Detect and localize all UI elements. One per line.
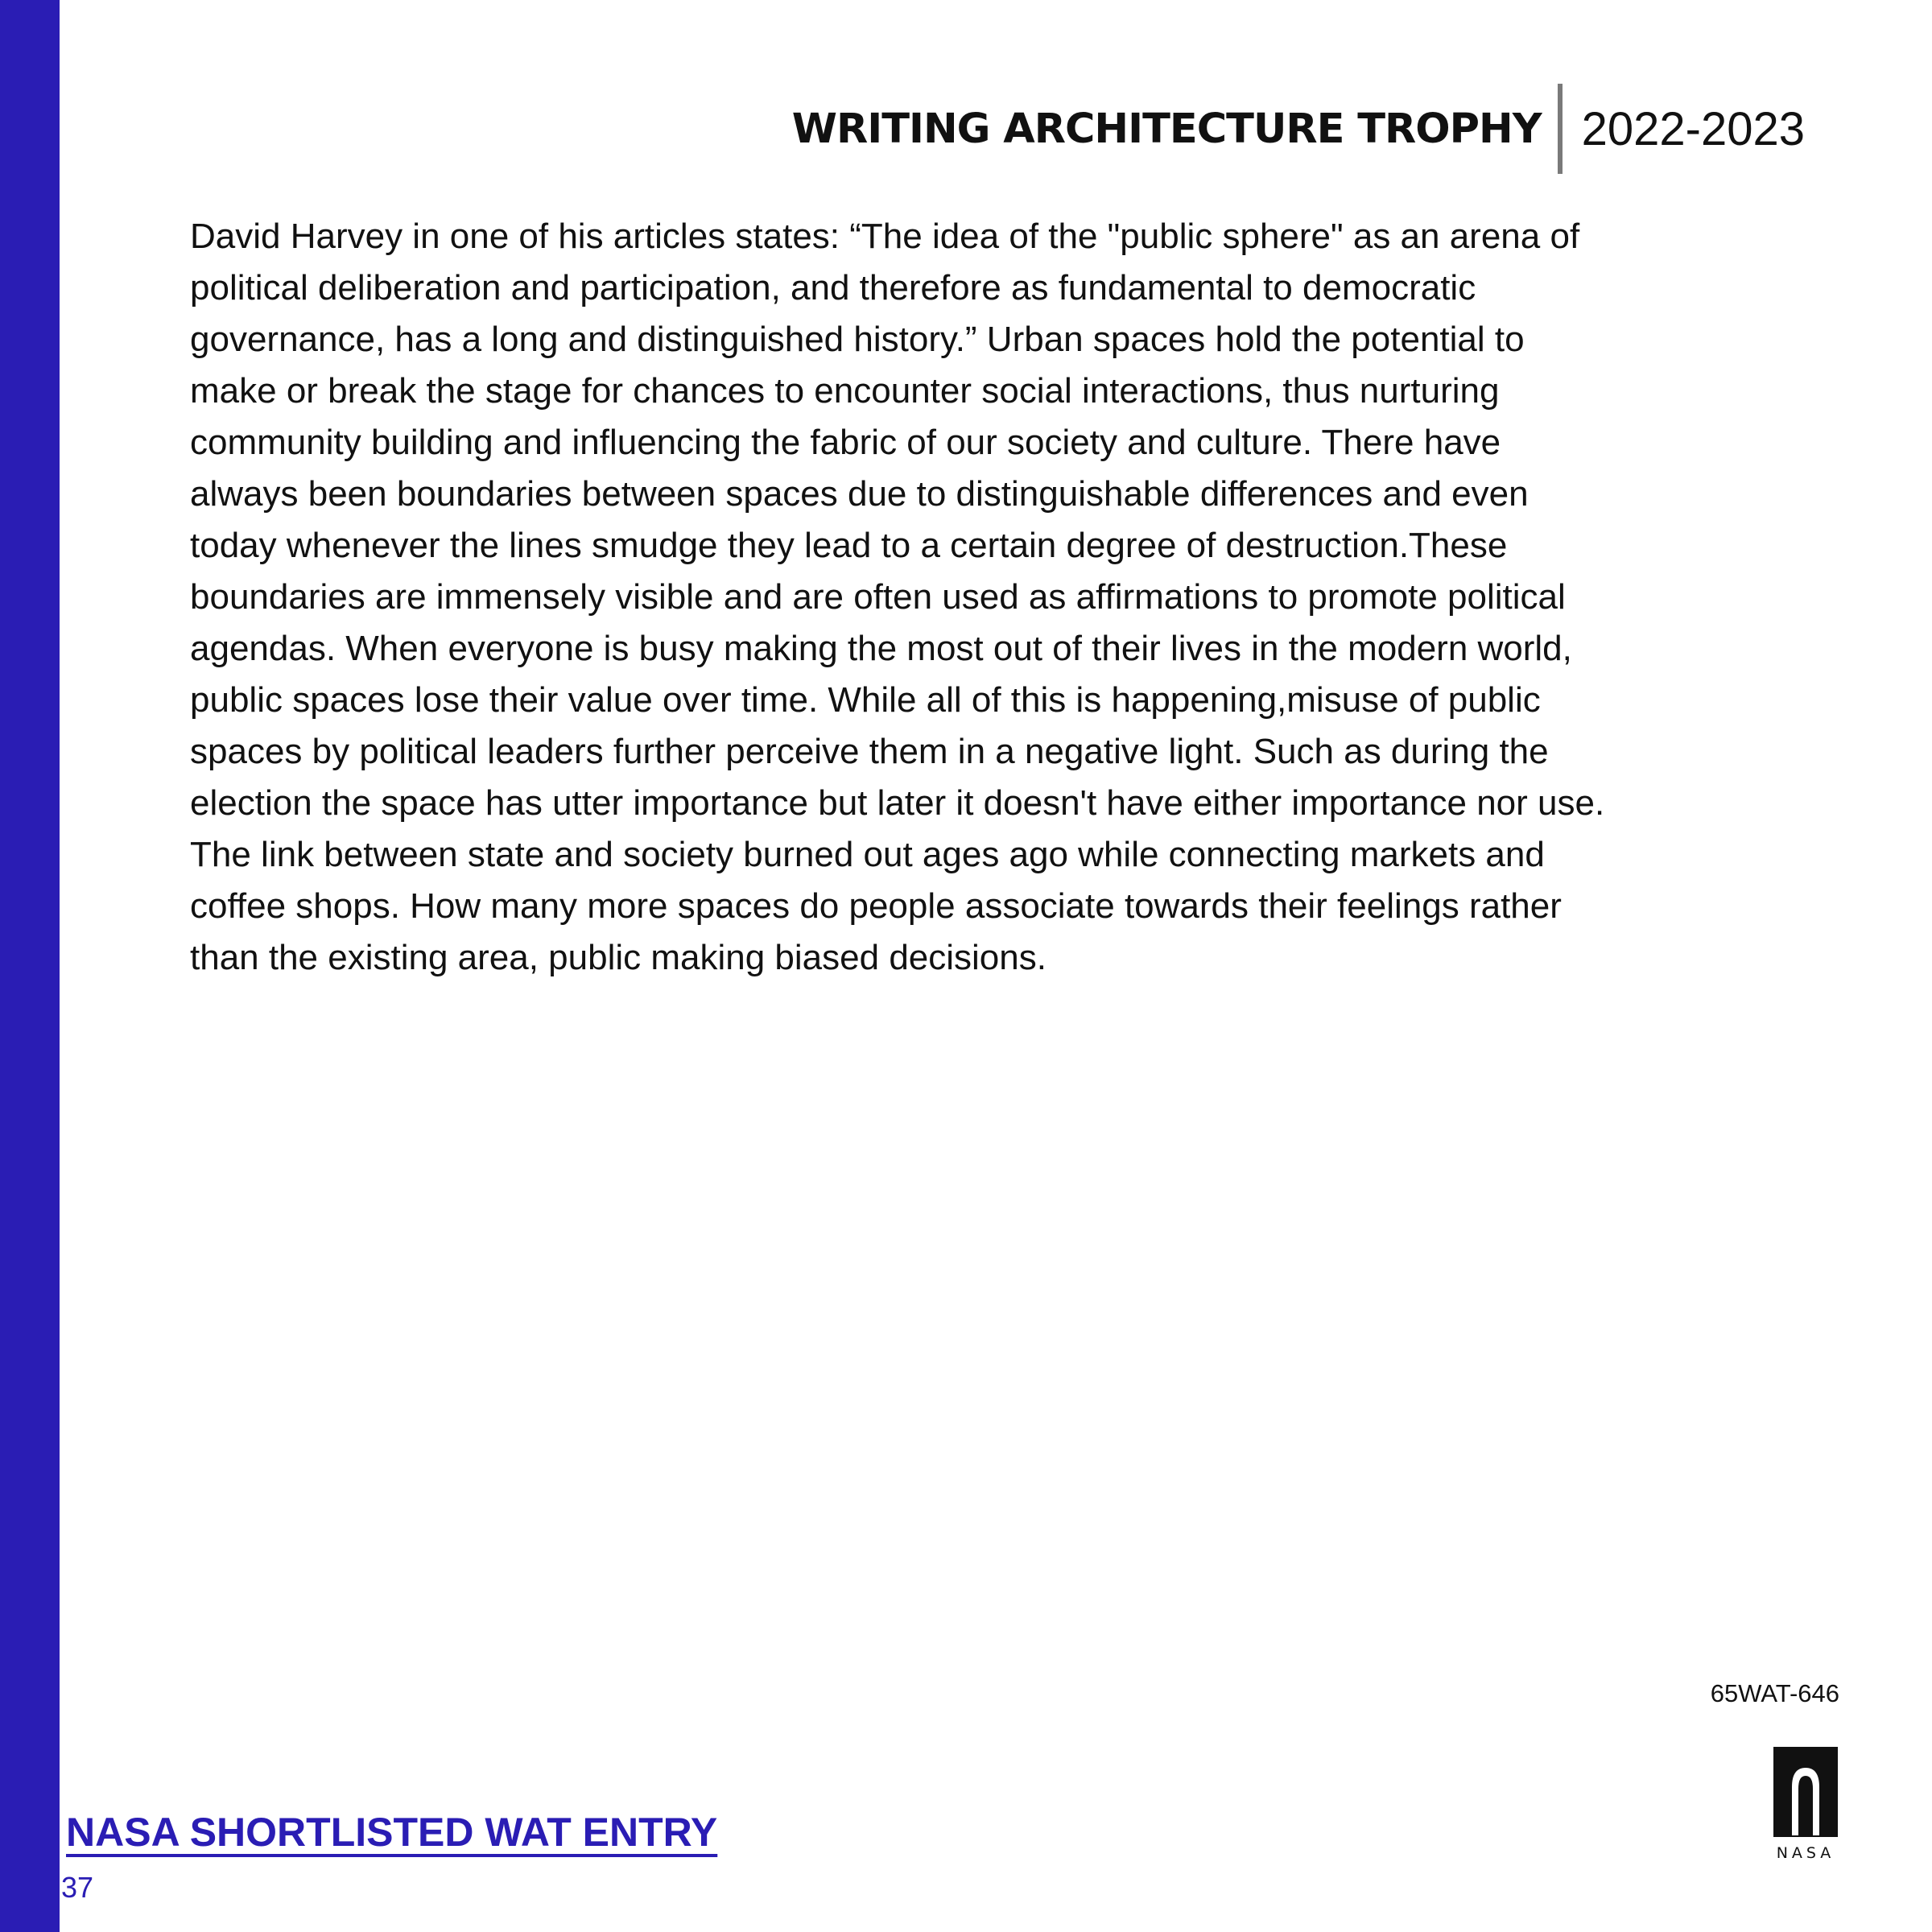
logo-text: NASA xyxy=(1776,1844,1835,1862)
header-divider xyxy=(1558,84,1563,174)
essay-paragraph: David Harvey in one of his articles states: “The idea of the "public sphere" as an arena of political deliberation and participation, and therefore as fundamental to democratic governance, has a long and distinguished history.” Urban spaces hold the potential to make or break the stage for chances to encounter social interactions, thus nurturing community building and influencing the fabric of our society and culture. There have always been boundaries between spaces due to distinguishable differences and even today whenever the lines smudge they lead to a certain degree of destruction.These boundaries are immensely visible and are often used as affirmations to promote political agendas. When everyone is busy making the most out of their lives in the modern world, public spaces lose their value over time. While all of this is happening,misuse of public spaces by political leaders further perceive them in a negative light. Such as during the election the space has utter importance but later it doesn't have either importance nor use. The link between state and society burned out ages ago while connecting markets and coffee shops. How many more spaces do people associate towards their feelings rather than the existing area, public making biased decisions. xyxy=(190,217,1605,977)
header-title: WRITING ARCHITECTURE TROPHY xyxy=(791,105,1542,153)
page-header xyxy=(792,80,1805,177)
page-number: 37 xyxy=(61,1871,94,1904)
entry-code: 65WAT-646 xyxy=(1710,1679,1839,1707)
header-year: 2022-2023 xyxy=(1581,102,1805,155)
shortlisted-entry-link[interactable]: NASA SHORTLISTED WAT ENTRY xyxy=(66,1810,718,1855)
logo-block xyxy=(1773,1747,1838,1837)
nasa-logo xyxy=(1769,1745,1842,1866)
side-accent-bar xyxy=(0,0,60,1932)
